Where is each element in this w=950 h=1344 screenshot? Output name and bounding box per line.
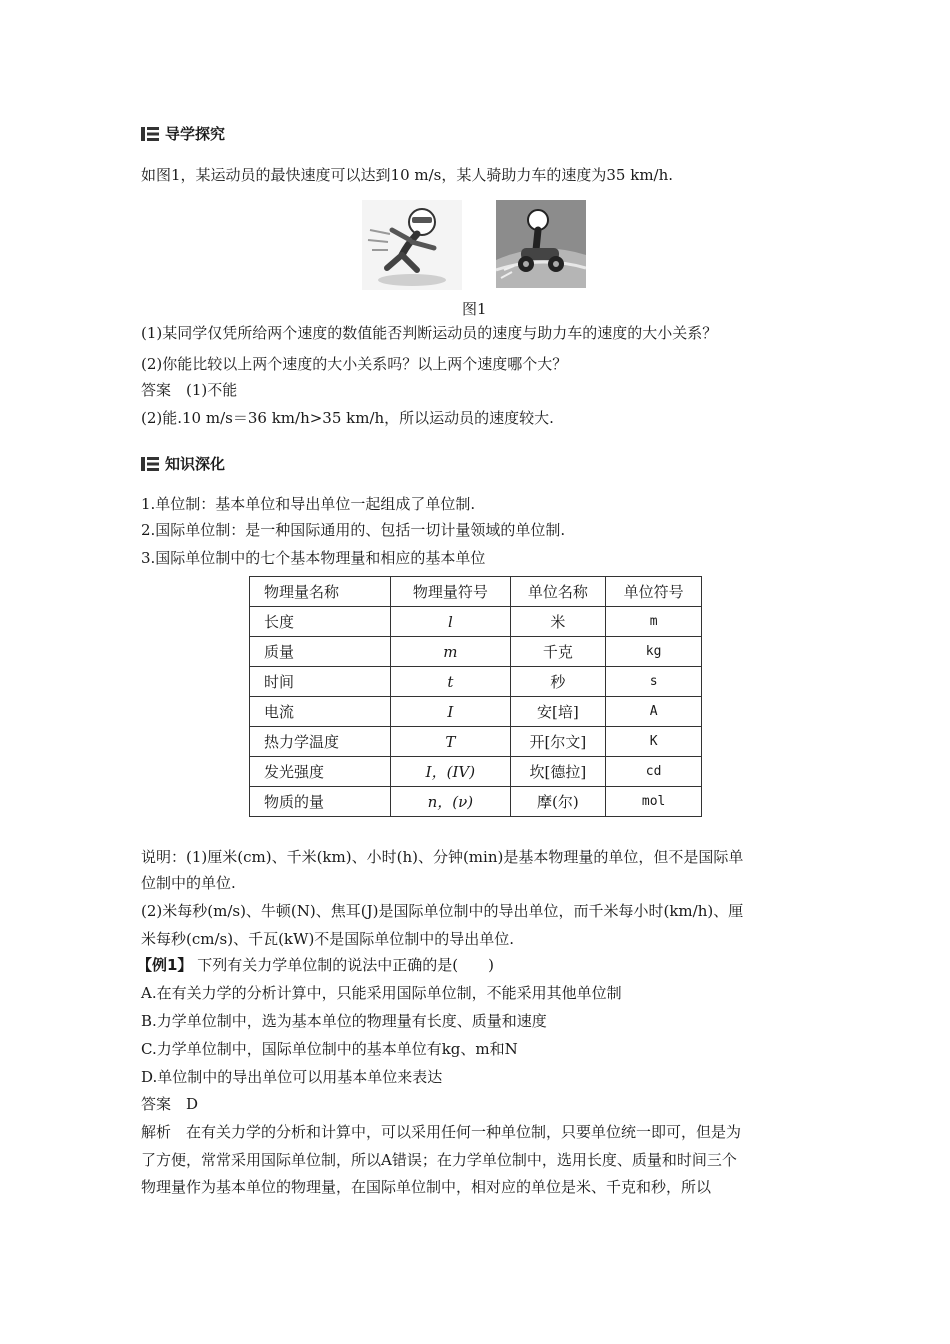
section-title: 导学探究 [165,125,226,143]
explanation-line-1: 解析 在有关力学的分析和计算中，可以采用任何一种单位制，只要单位统一即可，但是为 [141,1123,742,1141]
explanation-line-2: 了方便，常常采用国际单位制，所以A错误；在力学单位制中，选用长度、质量和时间三个 [141,1151,737,1169]
table-cell: 热力学温度 [250,727,391,757]
table-header: 物理量符号 [391,577,510,607]
table-cell: 安[培] [510,697,606,727]
option-a: A.在有关力学的分析计算中，只能采用国际单位制，不能采用其他单位制 [141,984,622,1002]
table-cell: n，(ν) [391,787,510,817]
section-marker-icon [141,457,159,471]
table-cell: 开[尔文] [510,727,606,757]
example-1 [137,955,494,975]
answer-2: (2)能.10 m/s＝36 km/h>35 km/h，所以运动员的速度较大. [141,409,554,427]
table-cell: I [391,697,510,727]
section-heading-knowledge-deepening [141,454,225,474]
table-row [250,757,702,787]
table-cell: A [606,697,702,727]
table-cell: 电流 [250,697,391,727]
intro-text: 如图1，某运动员的最快速度可以达到10 m/s，某人骑助力车的速度为35 km/h. [141,166,674,184]
option-b: B.力学单位制中，选为基本单位的物理量有长度、质量和速度 [141,1012,547,1030]
table-cell: 长度 [250,607,391,637]
section-heading-guided-inquiry [141,124,225,144]
section-title: 知识深化 [165,455,226,473]
table-header: 单位名称 [510,577,606,607]
note-2-line-2: 米每秒(cm/s)、千瓦(kW)不是国际单位制中的导出单位. [141,930,515,948]
knowledge-point-1: 1.单位制：基本单位和导出单位一起组成了单位制. [141,495,476,513]
knowledge-point-3: 3.国际单位制中的七个基本物理量和相应的基本单位 [141,549,486,567]
table-cell: 千克 [510,637,606,667]
table-cell: I，(IV) [391,757,510,787]
table-cell: m [606,607,702,637]
table-cell: 物质的量 [250,787,391,817]
table-header: 单位符号 [606,577,702,607]
table-cell: 摩(尔) [510,787,606,817]
note-2-line-1: (2)米每秒(m/s)、牛顿(N)、焦耳(J)是国际单位制中的导出单位，而千米每小时(km/h)、厘 [141,902,744,920]
table-row [250,637,702,667]
table-row [250,607,702,637]
note-1-line-1: 说明：(1)厘米(cm)、千米(km)、小时(h)、分钟(min)是基本物理量的单位，但不是国际单 [141,848,744,866]
si-base-units-table [249,576,702,817]
table-cell: 秒 [510,667,606,697]
example-tag: 【例1】 [137,956,193,974]
table-cell: kg [606,637,702,667]
example-stem: 下列有关力学单位制的说法中正确的是( ) [197,956,494,974]
table-header: 物理量名称 [250,577,391,607]
table-cell: l [391,607,510,637]
table-cell: 坎[德拉] [510,757,606,787]
question-1: (1)某同学仅凭所给两个速度的数值能否判断运动员的速度与助力车的速度的大小关系？ [141,324,718,342]
table-header-row [250,577,702,607]
knowledge-point-2: 2.国际单位制：是一种国际通用的、包括一切计量领域的单位制. [141,521,566,539]
table-cell: 发光强度 [250,757,391,787]
table-row [250,787,702,817]
table-cell: 时间 [250,667,391,697]
figure-caption: 图1 [462,300,487,318]
table-cell: mol [606,787,702,817]
table-row [250,727,702,757]
example-answer: 答案 D [141,1095,199,1113]
table-cell: K [606,727,702,757]
explanation-line-3: 物理量作为基本单位的物理量，在国际单位制中，相对应的单位是米、千克和秒，所以 [141,1178,712,1196]
table-row [250,697,702,727]
table-cell: T [391,727,510,757]
option-d: D.单位制中的导出单位可以用基本单位来表达 [141,1068,443,1086]
answer-1: 答案 (1)不能 [141,381,238,399]
table-cell: t [391,667,510,697]
scooter-rider-illustration [496,200,586,288]
note-1-line-2: 位制中的单位. [141,874,236,892]
question-2: (2)你能比较以上两个速度的大小关系吗？以上两个速度哪个大？ [141,355,568,373]
section-marker-icon [141,127,159,141]
runner-illustration [362,200,462,290]
table-cell: 米 [510,607,606,637]
table-cell: cd [606,757,702,787]
table-cell: 质量 [250,637,391,667]
table-cell: m [391,637,510,667]
option-c: C.力学单位制中，国际单位制中的基本单位有kg、m和N [141,1040,518,1058]
table-row [250,667,702,697]
table-cell: s [606,667,702,697]
